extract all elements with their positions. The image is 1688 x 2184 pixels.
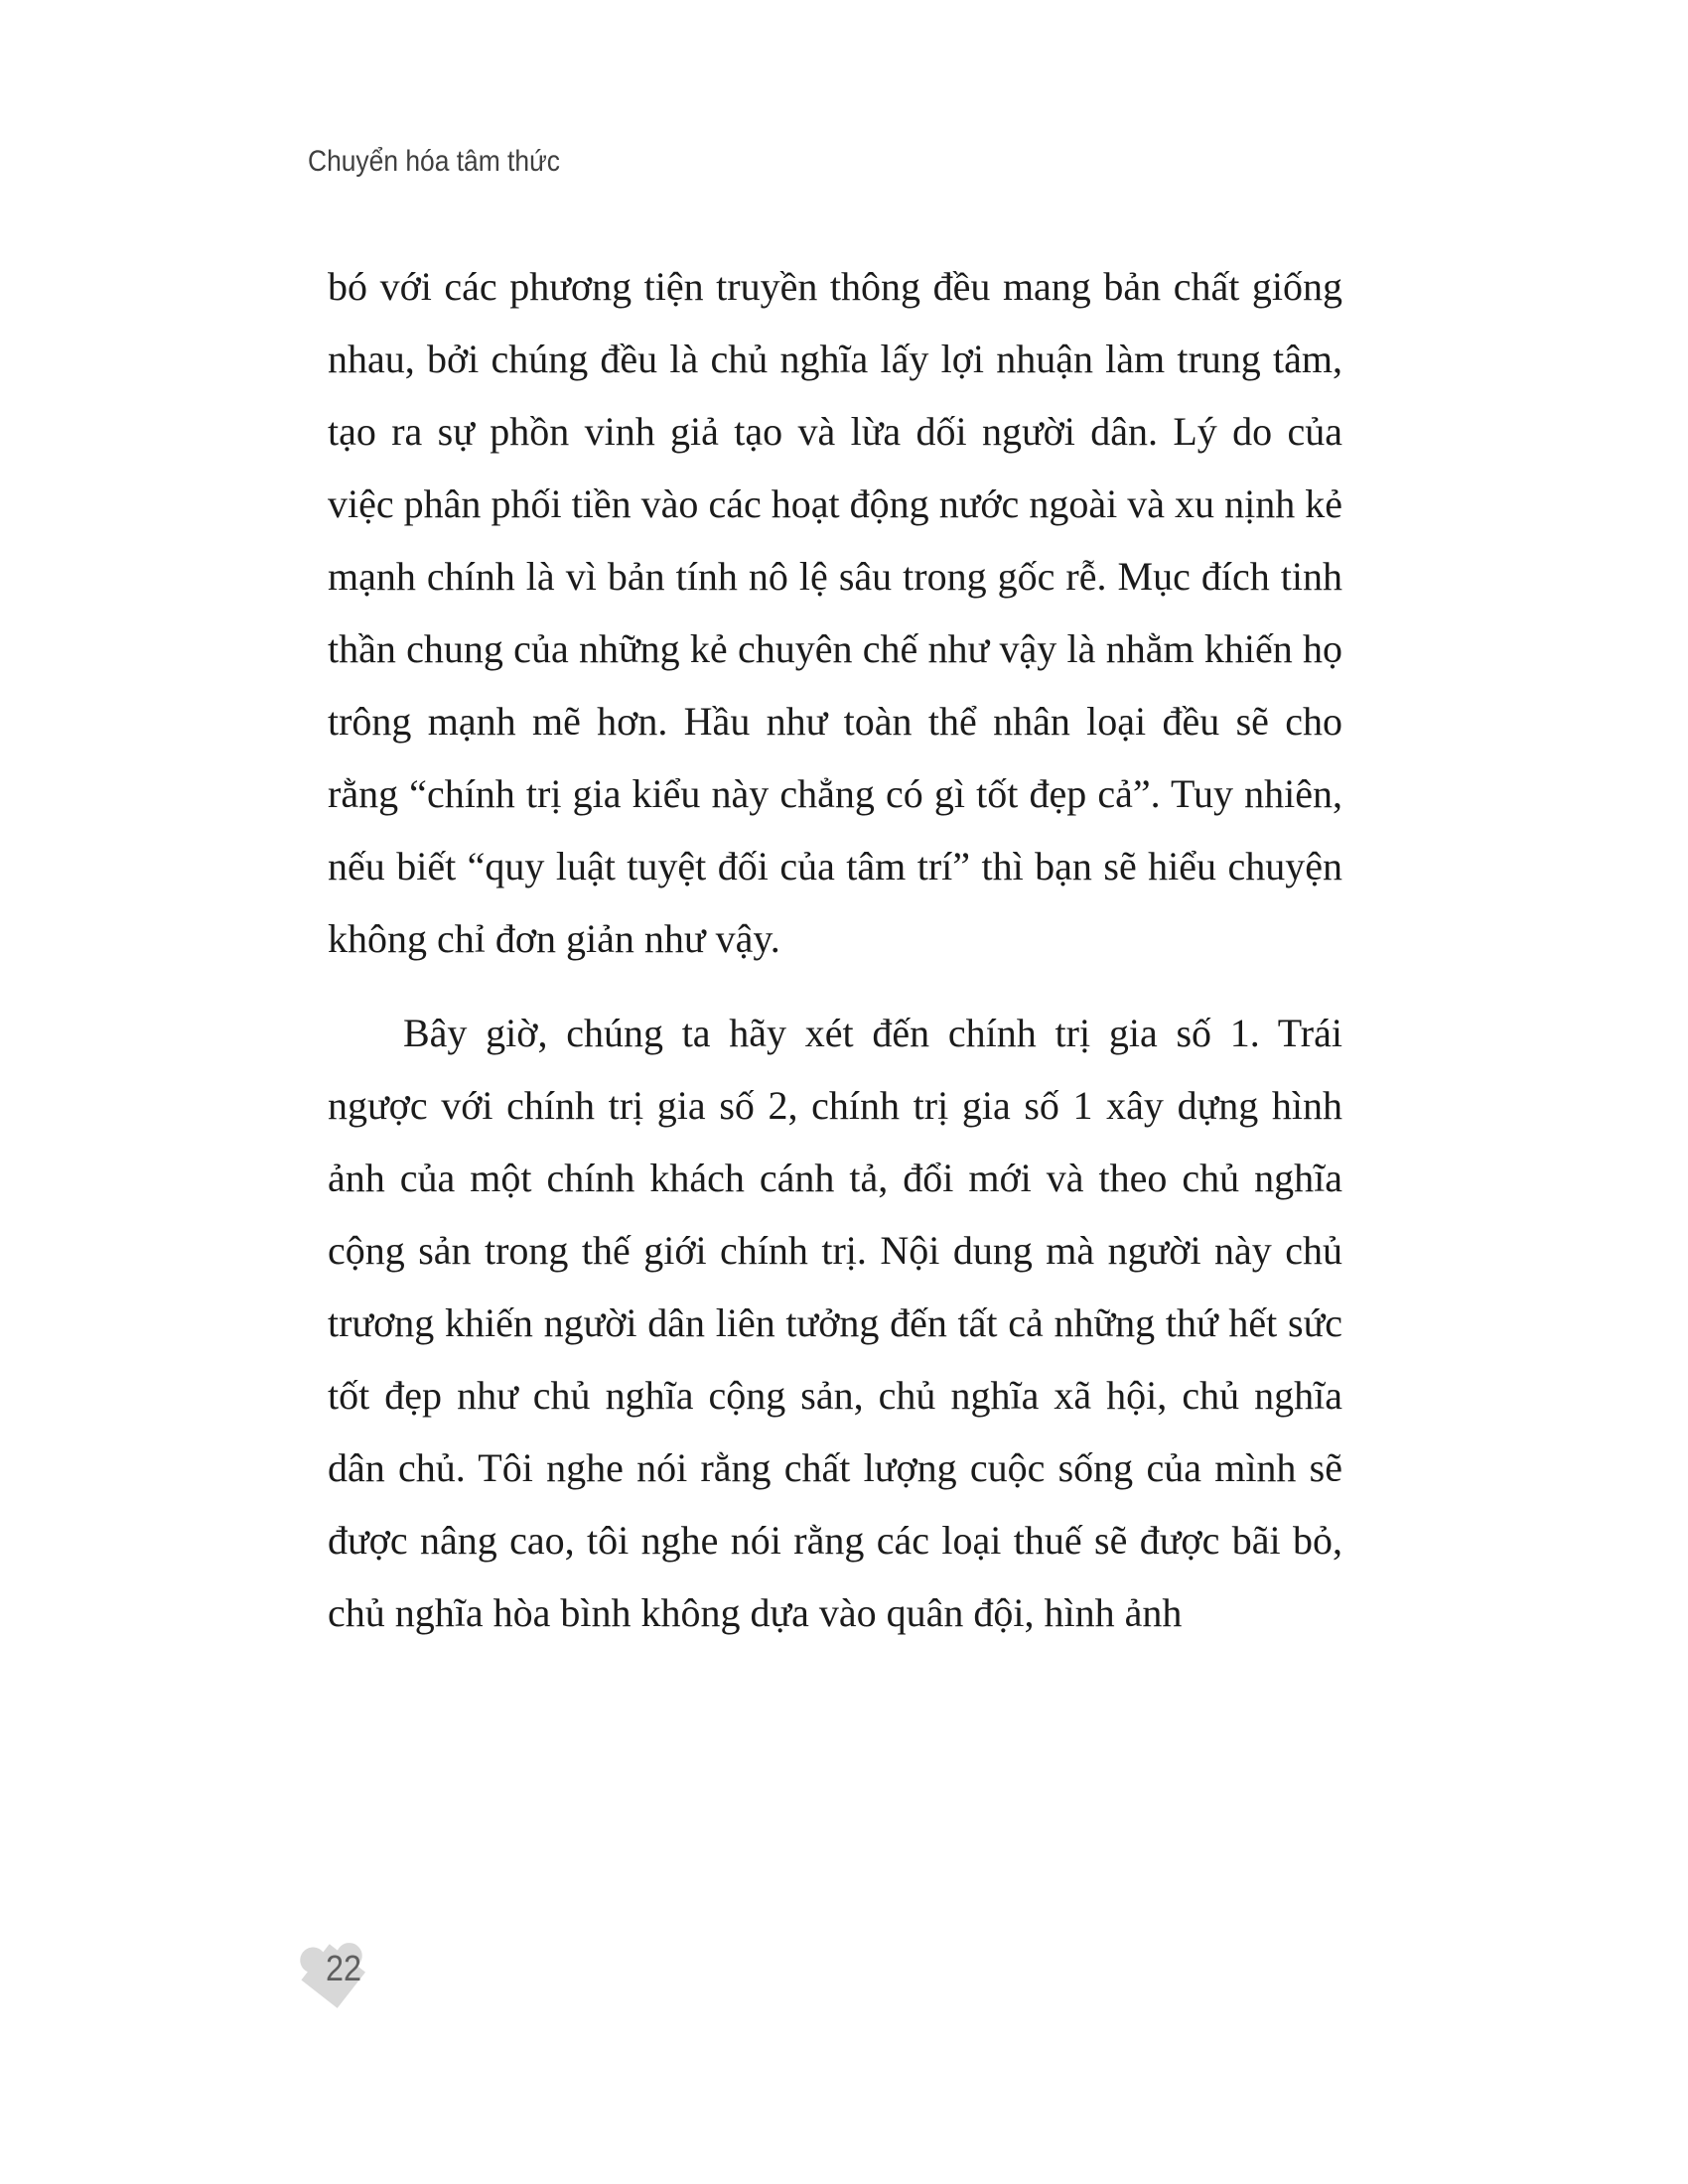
paragraph-1: bó với các phương tiện truyền thông đều mang bản chất giống nhau, bởi chúng đều là chủ nghĩa lấy lợi nhuận làm trung tâm, tạo ra sự phồn vinh giả tạo và lừa dối người dân. Lý do của việc phân phối tiền vào các hoạt động nước ngoài và xu nịnh kẻ mạnh chính là vì bản tính nô lệ sâu trong gốc rễ. Mục đích tinh thần chung của những kẻ chuyên chế như vậy là nhằm khiến họ trông mạnh mẽ hơn. Hầu như toàn thể nhân loại đều sẽ cho rằng “chính trị gia kiểu này chẳng có gì tốt đẹp cả”. Tuy nhiên, nếu biết “quy luật tuyệt đối của tâm trí” thì bạn sẽ hiểu chuyện không chỉ đơn giản như vậy. bbox=[328, 264, 1342, 961]
page-footer bbox=[286, 1922, 385, 2021]
running-header: Chuyển hóa tâm thức bbox=[308, 145, 560, 178]
page-body bbox=[328, 250, 1342, 1649]
paragraph-2: Bây giờ, chúng ta hãy xét đến chính trị gia số 1. Trái ngược với chính trị gia số 2, chính trị gia số 1 xây dựng hình ảnh của một chính khách cánh tả, đổi mới và theo chủ nghĩa cộng sản trong thế giới chính trị. Nội dung mà người này chủ trương khiến người dân liên tưởng đến tất cả những thứ hết sức tốt đẹp như chủ nghĩa cộng sản, chủ nghĩa xã hội, chủ nghĩa dân chủ. Tôi nghe nói rằng chất lượng cuộc sống của mình sẽ được nâng cao, tôi nghe nói rằng các loại thuế sẽ được bãi bỏ, chủ nghĩa hòa bình không dựa vào quân đội, hình ảnh bbox=[328, 1011, 1342, 1635]
page-number: 22 bbox=[325, 1948, 362, 1988]
